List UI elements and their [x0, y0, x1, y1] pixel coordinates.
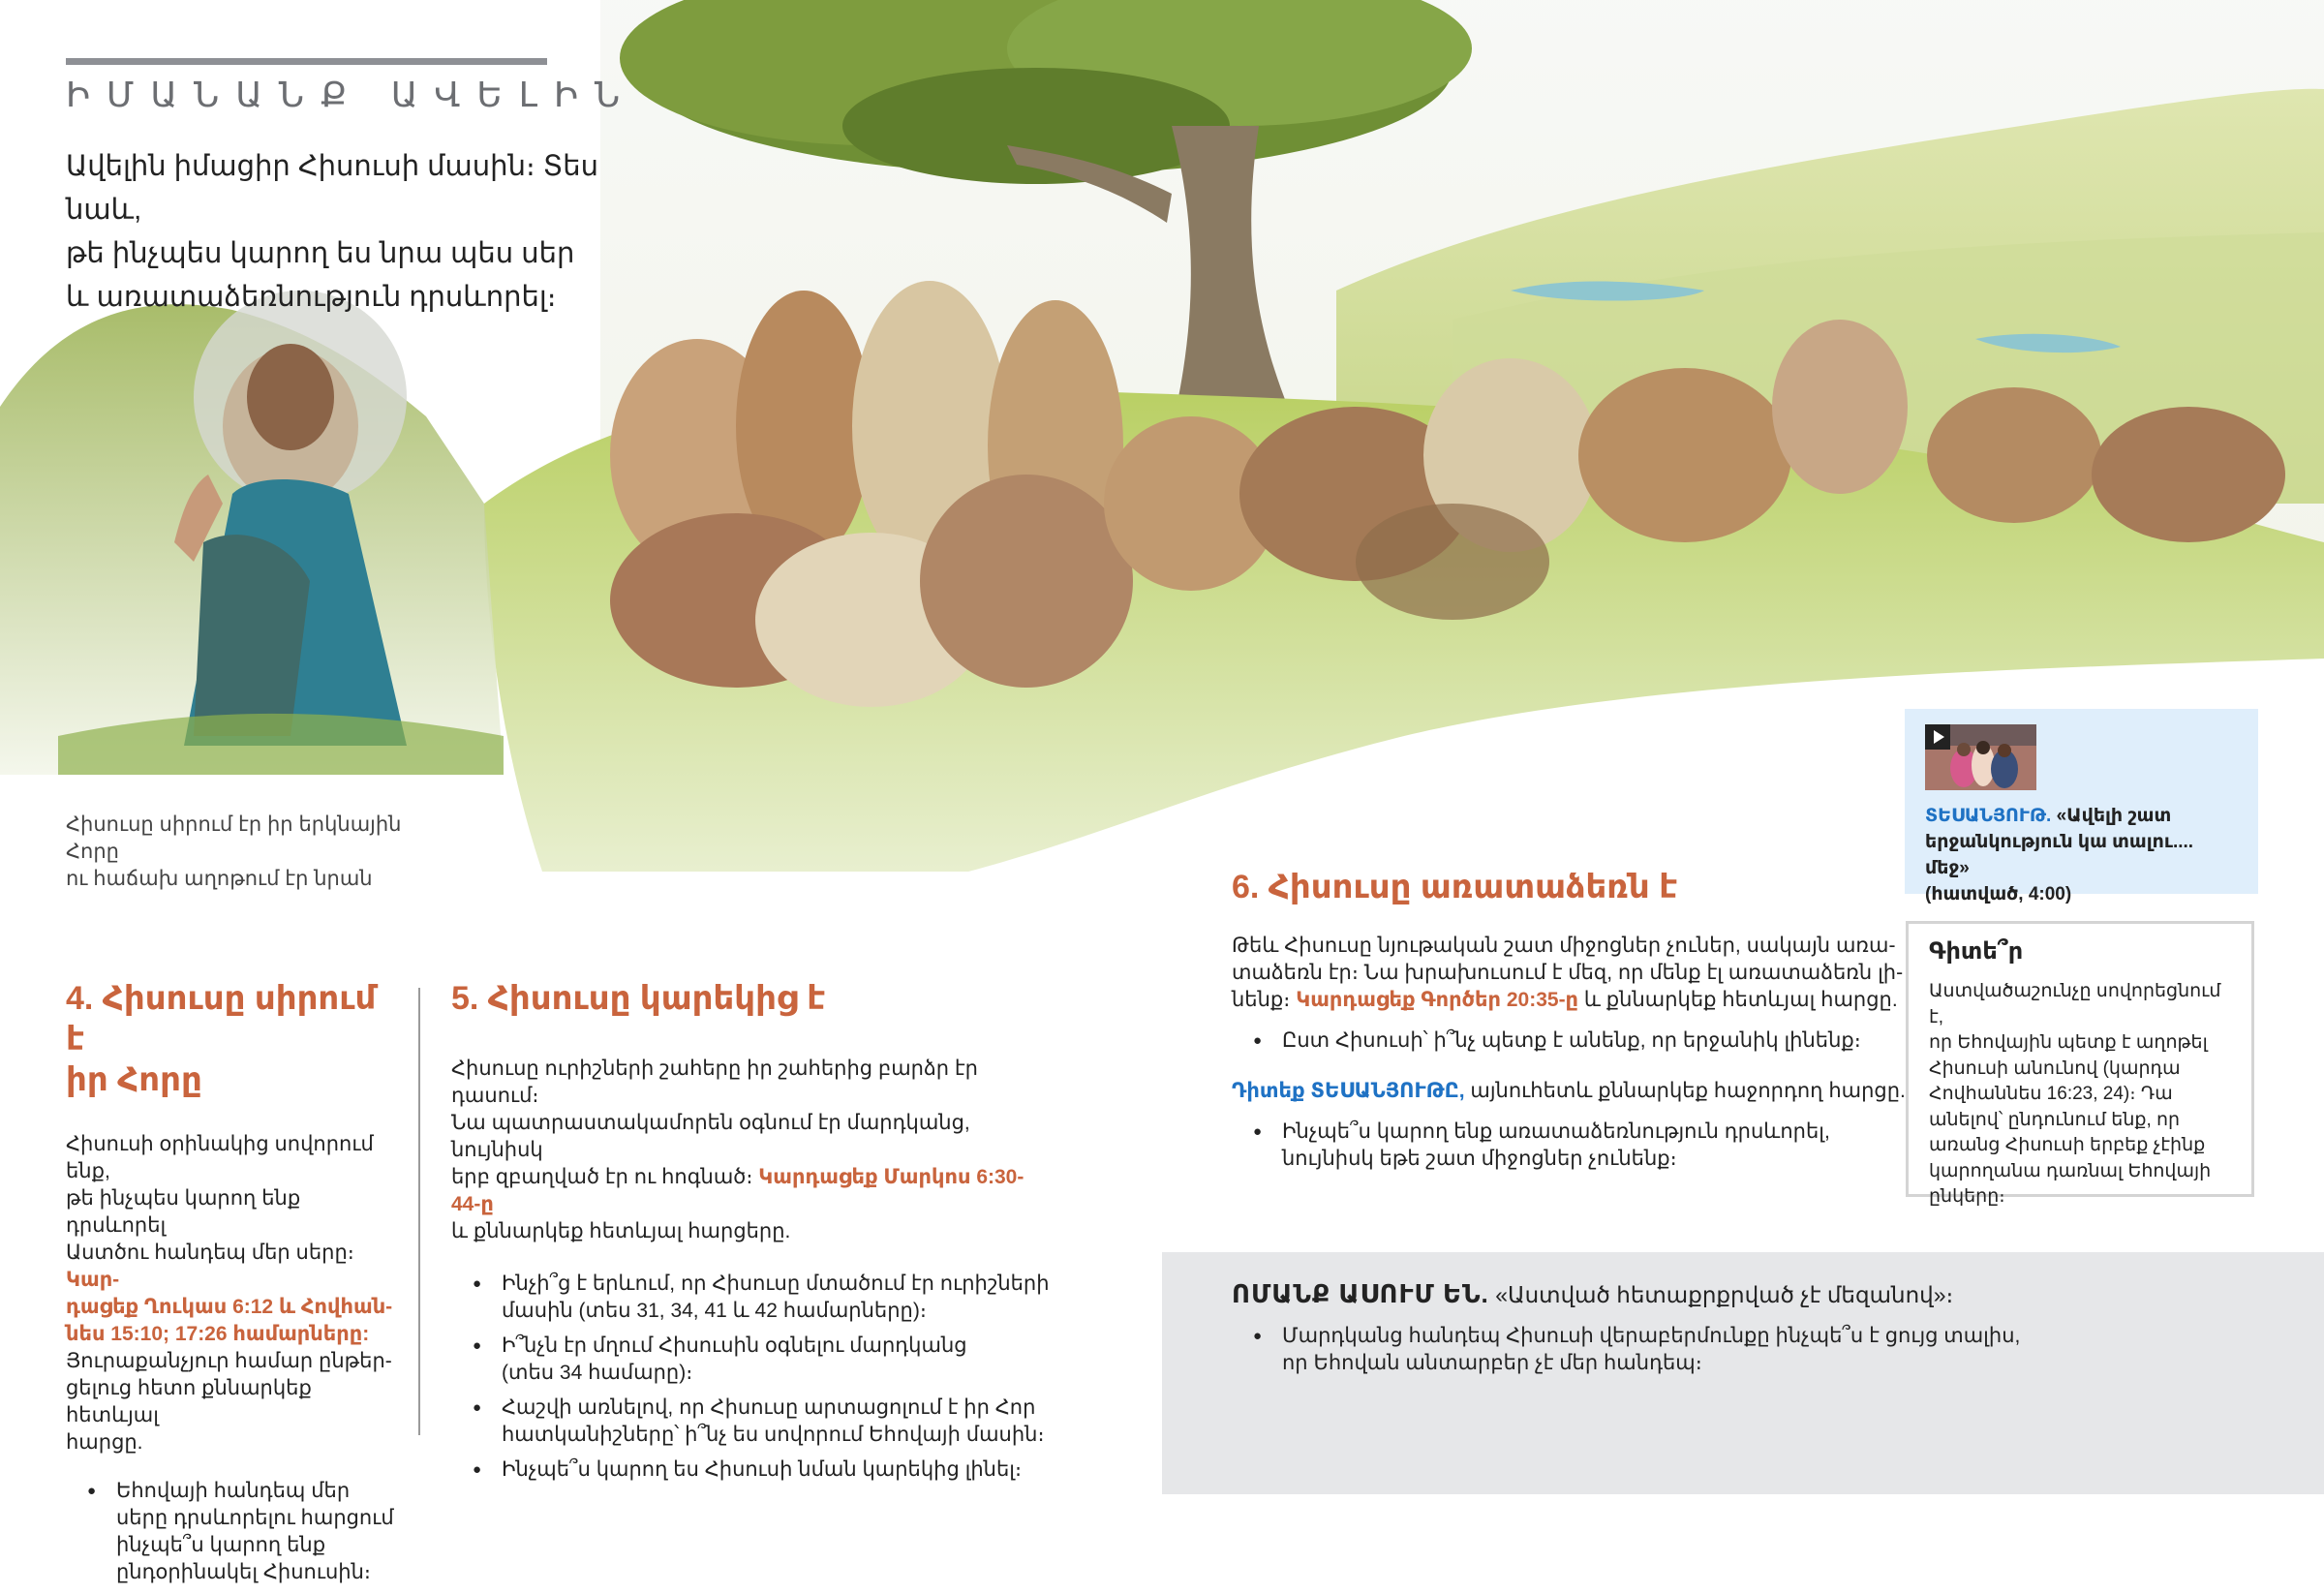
section-6-questions — [1249, 1027, 1910, 1055]
page-title: ԻՄԱՆԱՆՔ ԱՎԵԼԻՆ — [66, 76, 637, 115]
question-item — [469, 1395, 1052, 1449]
section-5-body — [451, 1056, 1052, 1245]
video-prompt-text: այնուհետև քննարկեք հաջորդող հարցը. — [1470, 1080, 1906, 1102]
text-line: անելով՝ ընդունում ենք, որ — [1929, 1109, 2181, 1130]
header-rule — [66, 58, 547, 65]
intro-line: և առատաձեռնություն դրսևորել։ — [66, 282, 557, 313]
heading-line: 4. Հիսուսը սիրում է — [66, 980, 377, 1058]
question-line: հատկանիշները՝ ի՞նչ ես սովորում Եհովայի մասին։ — [502, 1424, 1045, 1446]
question-line: ● Ինչպե՞ս կարող ենք առատաձեռնություն դրսևորել, — [1282, 1120, 1830, 1143]
image-caption — [66, 812, 434, 893]
video-prompt — [1232, 1078, 1910, 1105]
body-text: նենք։ — [1232, 989, 1291, 1011]
video-caption-line — [1925, 803, 2235, 829]
question-line: ● Ի՞նչն էր մղում Հիսուսին օգնելու մարդկանց — [502, 1334, 967, 1357]
intro-line: Ավելին իմացիր Հիսուսի մասին։ Տես նաև, — [66, 151, 598, 226]
scripture-ref[interactable]: դացեք Ղուկաս 6:12 և Հովհան- — [66, 1296, 393, 1318]
text-line: ընկերը։ — [1929, 1186, 2005, 1207]
body-line: և քննարկեք հետևյալ հարցերը. — [451, 1220, 791, 1242]
section-6-heading: 6. Հիսուսը առատաձեռն է — [1232, 869, 1678, 905]
section-6 — [1232, 867, 1910, 1180]
did-you-know-text — [1929, 979, 2239, 1211]
praying-figure — [0, 291, 504, 775]
section-4-body — [66, 1131, 395, 1456]
scripture-ref[interactable]: Կարդացեք Գործեր 20:35-ը — [1296, 989, 1579, 1011]
text-line: Աստվածաշունչը սովորեցնում է, — [1929, 981, 2221, 1027]
some-say-label: ՈՄԱՆՔ ԱՍՈՒՄ ԵՆ. — [1232, 1279, 1489, 1308]
text-line: Հովհաննես 16:23, 24)։ Դա — [1929, 1084, 2173, 1104]
body-line: տաձեռն էր։ Նա խրախուսում է մեզ, որ մենք էլ առատաձեռն լի- — [1232, 962, 1904, 984]
video-title: երջանկություն կա տալու.... մեջ» — [1925, 832, 2194, 878]
section-6-video-questions — [1249, 1119, 1910, 1173]
question-line: ● Հաշվի առնելով, որ Հիսուսը արտացոլում է իր Հոր — [502, 1396, 1036, 1419]
question-line: ընդօրինակել Հիսուսին։ — [116, 1561, 371, 1583]
scripture-ref[interactable]: նես 15:10; 17:26 համարները: — [66, 1323, 370, 1345]
question-line: որ Եհովան անտարբեր չէ մեր հանդեպ։ — [1282, 1352, 1702, 1374]
intro-line: թե ինչպես կարող ես նրա պես սեր — [66, 238, 575, 269]
body-line: Թեև Հիսուսը նյութական շատ միջոցներ չուներ, սակայն առա- — [1232, 935, 1896, 957]
scripture-ref[interactable]: Կարդացեք Մարկոս 6:30-44-ը — [451, 1166, 1024, 1215]
video-label: ՏԵՍԱՆՅՈՒԹ. — [1925, 806, 2052, 826]
question-item — [469, 1333, 1052, 1387]
caption-line: ու հաճախ աղոթում էր նրան — [66, 868, 373, 890]
body-line: Հիսուսը ուրիշների շահերը իր շահերից բարձր էր դասում։ — [451, 1058, 978, 1107]
section-5 — [451, 978, 1052, 1491]
question-item — [469, 1456, 1052, 1484]
section-6-body — [1232, 933, 1910, 1014]
heading-line: իր Հորը — [66, 1061, 202, 1098]
some-say-questions — [1232, 1323, 2200, 1385]
question-line: ● Մարդկանց հանդեպ Հիսուսի վերաբերմունքը ինչպե՞ս է ցույց տալիս, — [1282, 1325, 2021, 1347]
body-line — [66, 1240, 395, 1294]
body-line: թե ինչպես կարող ենք դրսևորել — [66, 1187, 301, 1237]
section-4 — [66, 978, 395, 1594]
body-line: Նա պատրաստակամորեն օգնում էր մարդկանց, նույնիսկ — [451, 1112, 970, 1161]
question-item — [469, 1271, 1052, 1325]
body-line: հարցը. — [66, 1431, 143, 1454]
body-line: Հիսուսի օրինակից սովորում ենք, — [66, 1133, 374, 1182]
question-line: ինչպե՞ս կարող ենք — [116, 1534, 326, 1556]
text-line: որ Եհովային պետք է աղոթել — [1929, 1032, 2208, 1053]
body-text: և քննարկեք հետևյալ հարցը. — [1583, 989, 1898, 1011]
text-line: առանց Հիսուսի երբեք չէինք — [1929, 1135, 2206, 1155]
caption-line: Հիսուսը սիրում էր իր երկնային Հորը — [66, 813, 402, 863]
video-title: «Ավելի շատ — [2056, 806, 2172, 826]
some-say-title — [1232, 1278, 2278, 1310]
some-say-quote: «Աստված հետաքրքրված չէ մեզանով»։ — [1495, 1282, 1954, 1307]
body-text: Աստծու հանդեպ մեր սերը։ — [66, 1241, 354, 1264]
body-line — [1232, 987, 1910, 1014]
question-line: ● Եհովայի հանդեպ մեր — [116, 1480, 351, 1502]
text-line: կարողանա դառնալ Եհովայի — [1929, 1160, 2212, 1181]
question-line: ● Ինչի՞ց է երևում, որ Հիսուսը մտածում էր ուրիշների — [502, 1272, 1050, 1295]
intro-text — [66, 145, 608, 320]
body-text: երբ զբաղված էր ու հոգնած։ — [451, 1166, 753, 1188]
question-line: սերը դրսևորելու հարցում — [116, 1507, 394, 1529]
body-line: Յուրաքանչյուր համար ընթեր- — [66, 1350, 392, 1372]
body-line: ցելուց հետո քննարկեք հետևյալ — [66, 1377, 312, 1426]
question-item: ● Ըստ Հիսուսի՝ ի՞նչ պետք է անենք, որ երջանիկ լինենք։ — [1249, 1027, 1910, 1055]
section-5-heading: 5. Հիսուսը կարեկից է — [451, 980, 826, 1017]
play-icon[interactable] — [1925, 724, 1950, 750]
video-link[interactable]: Դիտեք ՏԵՍԱՆՅՈՒԹԸ, — [1232, 1080, 1465, 1102]
question-item — [1249, 1323, 2200, 1377]
video-duration: (հատված, 4:00) — [1925, 884, 2072, 904]
question-line: (տես 34 համարը)։ — [502, 1362, 693, 1384]
section-5-questions — [469, 1271, 1052, 1484]
did-you-know-title: Գիտե՞ր — [1929, 938, 2024, 965]
scripture-ref[interactable]: Կար- — [66, 1269, 120, 1291]
question-line: նույնիսկ եթե շատ միջոցներ չունենք։ — [1282, 1148, 1677, 1170]
video-caption[interactable] — [1925, 803, 2235, 907]
text-line: Հիսուսի անունով (կարդա — [1929, 1058, 2181, 1079]
body-line — [451, 1164, 1052, 1218]
question-line: ● Ինչպե՞ս կարող ես Հիսուսի նման կարեկից լինել։ — [502, 1458, 1023, 1481]
column-divider — [418, 988, 420, 1435]
section-4-heading — [66, 978, 395, 1100]
question-line: մասին (տես 31, 34, 41 և 42 համարները)։ — [502, 1300, 927, 1322]
question-item — [1249, 1119, 1910, 1173]
